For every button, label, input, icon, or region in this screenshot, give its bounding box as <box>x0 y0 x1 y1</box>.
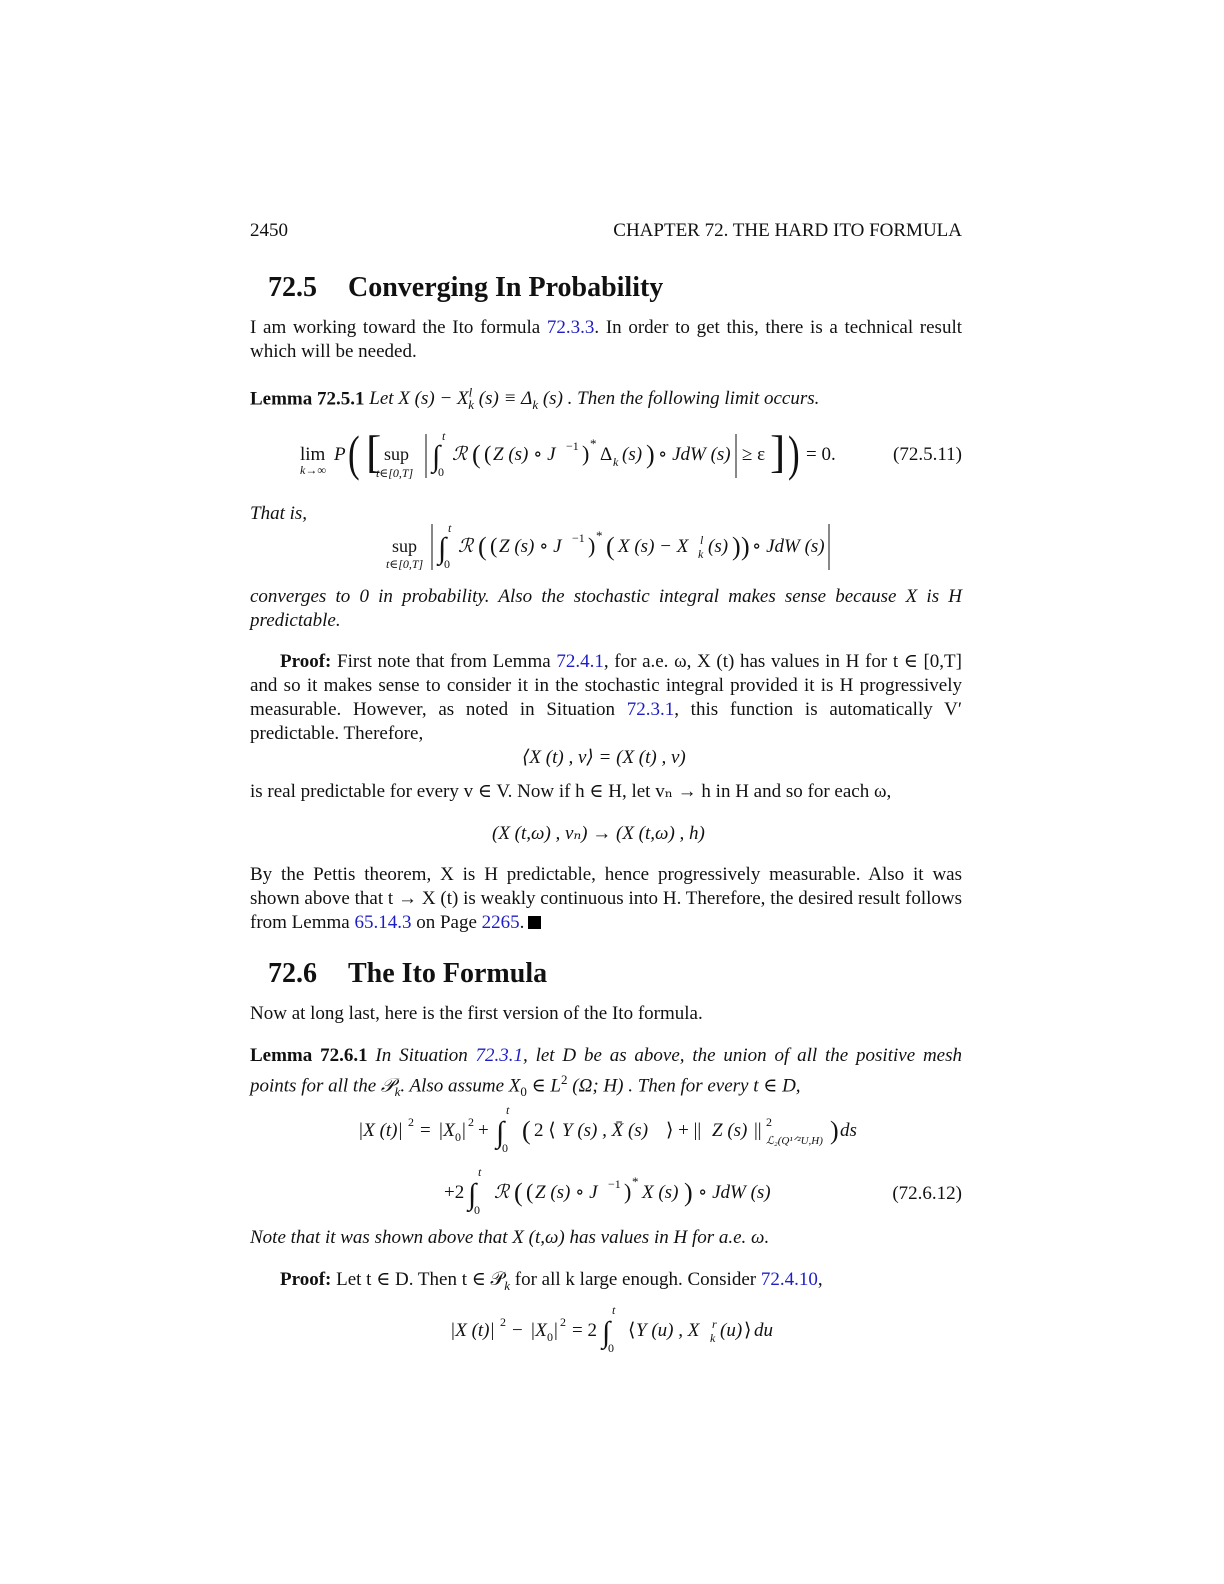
svg-text:sup: sup <box>384 444 410 464</box>
display-convergence: (X (t,ω) , vₙ) → (X (t,ω) , h) <box>492 823 705 844</box>
text: . In order to get this, there is a technical result which will be needed. <box>250 317 962 362</box>
svg-text:2: 2 <box>560 1315 566 1329</box>
ref-link[interactable]: 2265 <box>481 912 520 933</box>
svg-text:=: = <box>420 1120 431 1141</box>
proof-paragraph-1 <box>250 650 962 746</box>
svg-text:Z (s) ∘ J: Z (s) ∘ J <box>535 1182 598 1203</box>
svg-text:r: r <box>712 1317 717 1331</box>
svg-text:2: 2 <box>408 1115 414 1129</box>
qed-icon <box>528 916 541 929</box>
svg-text:2 ⟨: 2 ⟨ <box>534 1120 556 1141</box>
svg-text:(: ( <box>472 440 481 469</box>
svg-text:k: k <box>613 455 619 469</box>
svg-text:∫: ∫ <box>432 440 441 473</box>
intro-paragraph <box>250 316 962 364</box>
svg-text:∘ JdW (s): ∘ JdW (s) <box>752 536 825 557</box>
text: , for a.e. ω, X (t) has values in H for t ∈ [0,T] and so it makes sense to consider it in the stochastic integral provided it is H progressively measurable. However, as noted in Situation <box>250 651 962 720</box>
svg-text:k: k <box>698 547 704 561</box>
section-title: The Ito Formula <box>348 958 548 989</box>
svg-text:t: t <box>448 521 452 535</box>
svg-text:X (s) − X: X (s) − X <box>618 536 689 557</box>
svg-text:Y (s) , X̄ (s): Y (s) , X̄ (s) <box>562 1120 649 1141</box>
svg-text:t: t <box>506 1103 510 1117</box>
svg-text:+: + <box>478 1120 489 1141</box>
svg-text:|X: |X <box>438 1120 455 1141</box>
section-number: 72.6 <box>268 958 317 989</box>
svg-text:ℛ: ℛ <box>458 536 474 557</box>
ref-link[interactable]: 72.3.1 <box>475 1045 524 1066</box>
equation-72-6-12-line-2 <box>442 1162 782 1220</box>
text: First note that from Lemma <box>331 651 557 672</box>
svg-text:∫: ∫ <box>602 1316 611 1349</box>
svg-text:−1: −1 <box>608 1177 621 1191</box>
svg-text:(: ( <box>478 532 487 561</box>
svg-text:≥ ε: ≥ ε <box>742 444 766 465</box>
svg-text:X (s): X (s) <box>642 1182 679 1203</box>
ref-link[interactable]: 72.4.1 <box>556 651 604 672</box>
proof-paragraph-2: Proof: Let t ∈ D. Then t ∈ 𝒫$_k$ for all k large enough. Consider 72.4.10, <box>280 1269 823 1293</box>
svg-text:*: * <box>596 528 603 543</box>
ref-link[interactable]: 72.3.3 <box>546 317 595 338</box>
display-svg <box>386 518 836 578</box>
svg-text:ℛ: ℛ <box>452 444 468 465</box>
equation-72-6-12-line-1 <box>356 1100 866 1158</box>
svg-text:(: ( <box>484 441 492 466</box>
svg-text:0: 0 <box>502 1141 508 1155</box>
svg-text:): ) <box>732 532 741 561</box>
svg-text:⟩: ⟩ <box>744 1320 752 1341</box>
section-heading-72-6 <box>268 958 547 990</box>
lemma-text: Let X $(s) - X^l_k$ $(s) \equiv \Delta_k$ (s) . Then the following limit occurs. <box>369 385 820 413</box>
svg-text:t: t <box>478 1165 482 1179</box>
lemma-72-6-1: Lemma 72.6.1 In Situation 72.3.1, let D be as above, the union of all the positive mesh points for all the 𝒫$_k$. Also assume $X_0$ ∈ $L^2$ (Ω; H) . Then for every t ∈ D, <box>250 1045 962 1100</box>
svg-text:∘ JdW (s): ∘ JdW (s) <box>658 444 731 465</box>
svg-text:||: || <box>754 1120 762 1141</box>
svg-text:∫: ∫ <box>438 532 447 565</box>
svg-text:0: 0 <box>547 1330 553 1344</box>
svg-text:t∈[0,T]: t∈[0,T] <box>386 557 424 571</box>
svg-text:t: t <box>442 429 446 443</box>
svg-text:−: − <box>512 1320 523 1341</box>
svg-text:(s): (s) <box>708 536 729 557</box>
svg-text:Δ: Δ <box>600 444 613 465</box>
svg-text:0: 0 <box>438 465 444 479</box>
svg-text:[: [ <box>366 426 382 477</box>
svg-text:|X (t)|: |X (t)| <box>358 1120 403 1141</box>
svg-text:(s): (s) <box>622 444 643 465</box>
display-svg <box>448 1300 778 1358</box>
svg-text:ds: ds <box>840 1120 857 1141</box>
svg-text:0: 0 <box>455 1130 461 1144</box>
svg-text:(u): (u) <box>720 1320 743 1341</box>
text: ∈ L <box>526 1075 561 1097</box>
proof-label: Proof: <box>280 1269 332 1290</box>
svg-text:(: ( <box>490 533 498 558</box>
svg-text:⟩ + ||: ⟩ + || <box>666 1120 702 1141</box>
svg-text:k: k <box>710 1331 716 1345</box>
svg-text:*: * <box>632 1174 639 1189</box>
svg-text:+2: +2 <box>444 1182 465 1203</box>
intro-72-6: Now at long last, here is the first version of the Ito formula. <box>250 1003 703 1024</box>
svg-text:t: t <box>612 1303 616 1317</box>
section-title: Converging In Probability <box>348 272 664 303</box>
svg-text:): ) <box>684 1178 693 1207</box>
svg-text:(: ( <box>514 1178 523 1207</box>
text: . <box>519 912 525 933</box>
svg-text:): ) <box>624 1179 632 1204</box>
converges-text: converges to 0 in probability. Also the stochastic integral makes sense because X is H predictable. <box>250 586 962 631</box>
lemma-72-5-1 <box>250 381 962 417</box>
svg-text:Z (s) ∘ J: Z (s) ∘ J <box>499 536 562 557</box>
svg-text:]: ] <box>770 426 786 477</box>
svg-text:l: l <box>700 533 704 547</box>
display-last <box>448 1300 778 1358</box>
lemma-label: Lemma 72.5.1 <box>250 388 365 410</box>
text: , this function is automatically V′ predictable. Therefore, <box>250 699 962 744</box>
svg-text:): ) <box>788 427 800 482</box>
svg-text:= 2: = 2 <box>572 1320 597 1341</box>
svg-text:∫: ∫ <box>468 1178 477 1211</box>
svg-text:): ) <box>741 532 750 561</box>
svg-text:): ) <box>830 1116 839 1145</box>
that-is: That is, <box>250 503 308 524</box>
svg-text:ℒ₂(Q¹ᐟ²U,H): ℒ₂(Q¹ᐟ²U,H) <box>766 1135 823 1147</box>
svg-text:0: 0 <box>474 1203 480 1217</box>
svg-text:): ) <box>646 440 655 469</box>
svg-text:Y (u) , X: Y (u) , X <box>636 1320 700 1341</box>
svg-text:0: 0 <box>608 1341 614 1355</box>
svg-text:0: 0 <box>444 557 450 571</box>
svg-text:2: 2 <box>766 1115 772 1129</box>
text: Let t ∈ D. Then t ∈ 𝒫 <box>331 1269 505 1290</box>
svg-text:): ) <box>582 441 590 466</box>
proof-label: Proof: <box>280 651 332 672</box>
text: , let D be as above, the union of all the positive mesh points for all the 𝒫 <box>250 1045 962 1097</box>
text: , <box>817 1269 823 1290</box>
equation-72-5-11 <box>296 420 856 490</box>
ref-link[interactable]: 65.14.3 <box>354 912 412 933</box>
svg-text:|X: |X <box>530 1320 547 1341</box>
svg-text:−1: −1 <box>572 531 585 545</box>
svg-text:= 0.: = 0. <box>806 444 836 465</box>
section-number: 72.5 <box>268 272 317 303</box>
svg-text:P: P <box>334 444 346 465</box>
text: . Also assume X <box>400 1075 521 1097</box>
svg-text:(: ( <box>348 427 360 482</box>
svg-text:Z (s): Z (s) <box>712 1120 748 1141</box>
svg-text:(: ( <box>606 532 615 561</box>
text: In Situation <box>375 1045 476 1066</box>
text: By the Pettis theorem, X is H predictable, hence progressively measurable. Also it was shown above that t → X (t) is weakly continuous into H. Therefore, the desired result follows from Lemma <box>250 864 962 933</box>
section-heading-72-5 <box>268 272 663 304</box>
svg-text:): ) <box>588 533 596 558</box>
svg-text:ℛ: ℛ <box>494 1182 510 1203</box>
note-text: Note that it was shown above that X (t,ω) has values in H for a.e. ω. <box>250 1227 770 1248</box>
svg-text:2: 2 <box>500 1315 506 1329</box>
equation-svg <box>442 1162 782 1220</box>
display-inner-product: ⟨X (t) , v⟩ = (X (t) , v) <box>522 747 686 768</box>
svg-text:du: du <box>754 1320 773 1341</box>
running-title: CHAPTER 72. THE HARD ITO FORMULA <box>613 220 962 241</box>
svg-text:|: | <box>462 1120 466 1141</box>
ref-link[interactable]: 72.4.10 <box>760 1269 818 1290</box>
svg-text:(: ( <box>522 1116 531 1145</box>
svg-text:⟨: ⟨ <box>628 1320 636 1341</box>
svg-text:sup: sup <box>392 536 418 556</box>
equation-number-72-6-12: (72.6.12) <box>892 1183 962 1204</box>
svg-text:∘ JdW (s): ∘ JdW (s) <box>698 1182 771 1203</box>
svg-text:Z (s) ∘ J: Z (s) ∘ J <box>493 444 556 465</box>
display-sup-integral <box>386 518 836 578</box>
text: for all k large enough. Consider <box>510 1269 761 1290</box>
svg-text:2: 2 <box>468 1115 474 1129</box>
text: on Page <box>411 912 482 933</box>
text: I am working toward the Ito formula <box>250 317 547 338</box>
svg-text:−1: −1 <box>566 439 579 453</box>
equation-svg <box>356 1100 866 1158</box>
svg-text:|X (t)|: |X (t)| <box>450 1320 495 1341</box>
lemma-label: Lemma 72.6.1 <box>250 1045 368 1066</box>
pettis-paragraph <box>250 863 962 935</box>
svg-text:∫: ∫ <box>496 1116 505 1149</box>
text: (Ω; H) . Then for every t ∈ D, <box>567 1075 801 1097</box>
svg-text:(: ( <box>526 1179 534 1204</box>
equation-svg <box>296 420 856 490</box>
real-predictable-text: is real predictable for every v ∈ V. Now if h ∈ H, let vₙ → h in H and so for each ω, <box>250 781 892 802</box>
svg-text:t∈[0,T]: t∈[0,T] <box>376 466 414 480</box>
equation-number-72-5-11: (72.5.11) <box>893 444 962 465</box>
page-number: 2450 <box>250 220 288 241</box>
svg-text:lim: lim <box>300 444 326 465</box>
svg-text:k→∞: k→∞ <box>300 463 326 477</box>
ref-link[interactable]: 72.3.1 <box>626 699 675 720</box>
svg-text:*: * <box>590 436 597 451</box>
svg-text:|: | <box>554 1320 558 1341</box>
